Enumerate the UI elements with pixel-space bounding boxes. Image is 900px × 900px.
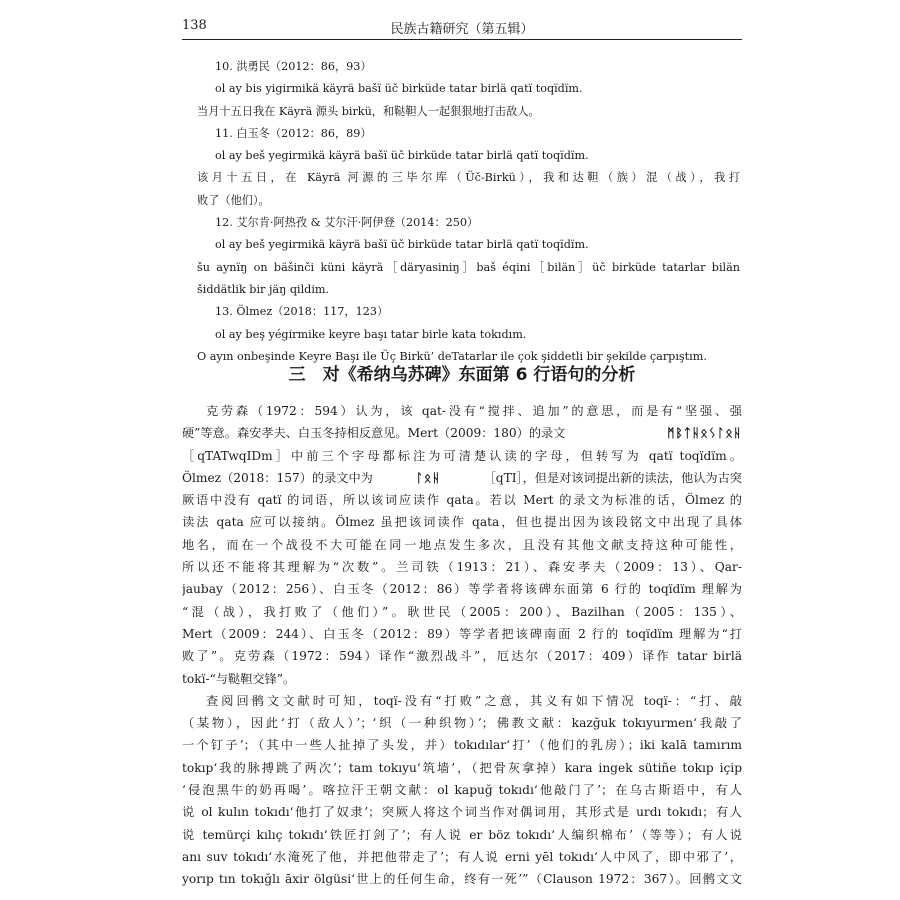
body-line: tokï-“与鞑靼交锋”。 — [182, 671, 296, 686]
body-line — [182, 422, 742, 444]
body-line-text: ［qTI］，但是对该词提出新的读法，他认为古突 — [483, 470, 742, 485]
body-line: 说 ol kulın tokıdı‘他打了奴隶’；突厥人将这个词当作对偶词用，其形式是 urdı tokıdı；有人 — [182, 805, 742, 820]
body-line: 说 temürçi kılıç tokıdı‘铁匠打剑了’；有人说 er böz tokıdı‘人编织棉布’（等等）；有人说 — [182, 827, 742, 842]
body-line: 所以还不能将其理解为“次数”。兰司铁（1913：21）、森安孝夫（2009：13）、Qar- — [182, 560, 742, 575]
journal-title: 民族古籍研究（第五辑） — [390, 22, 534, 37]
citation-line: 10. 洪勇民（2012：86，93） — [215, 60, 372, 73]
body-line: tokıp‘我的脉搏跳了两次’；tam tokıyu‘筑墙’，（把骨灰拿掉）kara ingek sütiñe tokıp içip — [182, 760, 742, 775]
body-line: Mert（2009：244）、白玉冬（2012：89）等学者把该碑南面 2 行的 toqïdïm 理解为“打 — [182, 626, 742, 641]
body-line: 败了”。克劳森（1972：594）译作“激烈战斗”，厄达尔（2017：409）译作 tatar birlä — [182, 649, 742, 664]
runic-inscription-short: ᛚᛟᚺ — [415, 470, 441, 485]
body-line: jaubay（2012：256）、白玉冬（2012：86）等学者将该碑东面第 6 行的 toqïdïm 理解为 — [182, 582, 742, 597]
citation-line: šu aynïŋ on bäšinči küni käyrä［däryasiniŋ］baš éqini［bilän］üč birküde tatarlar bilän — [197, 260, 740, 274]
citation-line: 12. 艾尔肯·阿热孜 & 艾尔汗·阿伊登（2014：250） — [215, 216, 479, 230]
body-line-text: 硬”等意。森安孝夫、白玉冬持相反意见。Mert（2009：180）的录文 — [182, 426, 566, 441]
citation-line: 败了（他们）。 — [197, 193, 270, 207]
citation-line: šiddätlik bir jäŋ qildim. — [197, 282, 330, 296]
body-line: 读法 qata 应可以接纳。Ölmez 虽把该词读作 qata，但也提出因为该段铭文中出现了具体 — [182, 515, 742, 530]
header-rule — [182, 39, 742, 40]
citation-line: O ayın onbeşinde Keyre Başı ile Üç Birkü’ deTatarlar ile çok şiddetli bir şekilde çarpıştım. — [197, 349, 707, 363]
body-line: anı suv tokıdı‘水淹死了他，并把他带走了’；有人说 erni yēl tokıdı‘人中风了，即中邪了’， — [182, 849, 742, 864]
citation-line: 该月十五日，在 Käyrä 河源的三毕尔库（Üč-Birkü），我和达靼（族）混（战），我打 — [197, 171, 740, 185]
body-line: ‘侵泡黑牛的奶再喝’。喀拉汗王朝文献：ol kapuğ tokıdı‘他敲门了’；在乌古斯语中，有人 — [182, 783, 742, 798]
page-number: 138 — [182, 18, 207, 33]
citation-line: 13. Ölmez（2018：117，123） — [215, 305, 389, 319]
citation-list — [197, 56, 740, 368]
citation-line: 11. 白玉冬（2012：86，89） — [215, 126, 372, 140]
body-line — [182, 467, 742, 489]
body-line: 一个钉子’；（其中一些人扯掉了头发，并）tokıdılar‘打’（他们的乳房）；iki kalā tamırım — [182, 738, 742, 753]
body-line: ［qTATwqIDm］中前三个字母都标注为可清楚认读的字母，但转写为 qatï toqïdïm。 — [182, 448, 742, 463]
citation-line: ol ay beş yégirmike keyre başı tatar birle kata tokıdım. — [215, 327, 527, 341]
section-heading: 三 对《希纳乌苏碑》东面第 6 行语句的分析 — [288, 365, 636, 385]
citation-line: ol ay beš yegirmikä käyrä bašï üč birküde tatar birlä qatï toqïdïm. — [215, 238, 589, 252]
body-line: “混（战），我打败了（他们）”。耿世民（2005：200）、Bazilhan（2005：135）、 — [182, 604, 742, 619]
body-line: 厥语中没有 qatï 的词语，所以该词应读作 qata。若以 Mert 的录文为标准的话，Ölmez 的 — [182, 493, 742, 508]
body-line: （某物），因此‘打（敌人）’；‘织（一种织物）’；佛教文献：kazğuk tokıyurmen‘我敲了 — [182, 716, 742, 731]
body-line: yorıp tın tokığlı āxir ölgüsi‘世上的任何生命，终有一死’”（Clauson 1972：367）。回鹘文文 — [182, 872, 742, 887]
body-line-text: Ölmez（2018：157）的录文中为 — [182, 470, 373, 485]
body-line: 克劳森（1972：594）认为，该 qat-没有“搅拌、追加”的意思，而是有“坚强、强 — [206, 404, 742, 418]
citation-line: 当月十五日我在 Käyrä 源头 birkü，和鞑靼人一起狠狠地打击敌人。 — [197, 104, 540, 118]
body-line: 地名，而在一个战役不大可能在同一地点发生多次，且没有其他文献支持这种可能性， — [182, 537, 742, 552]
body-line: 查阅回鹘文文献时可知，toqï-没有“打败”之意，其义有如下情况 toqï-：“打、敲 — [206, 693, 742, 708]
runic-inscription: ᛗᛒᛏᚺᛟᛊᛚᛟᚺ — [667, 426, 742, 441]
page-header — [182, 14, 742, 38]
citation-line: ol ay bis yigirmikä käyrä bašï üč birküde tatar birlä qatï toqïdïm. — [215, 82, 583, 96]
body-paragraphs — [182, 400, 742, 891]
citation-line: ol ay beš yegirmikä käyrä bašï üč birküde tatar birlä qatï toqïdïm. — [215, 149, 589, 163]
